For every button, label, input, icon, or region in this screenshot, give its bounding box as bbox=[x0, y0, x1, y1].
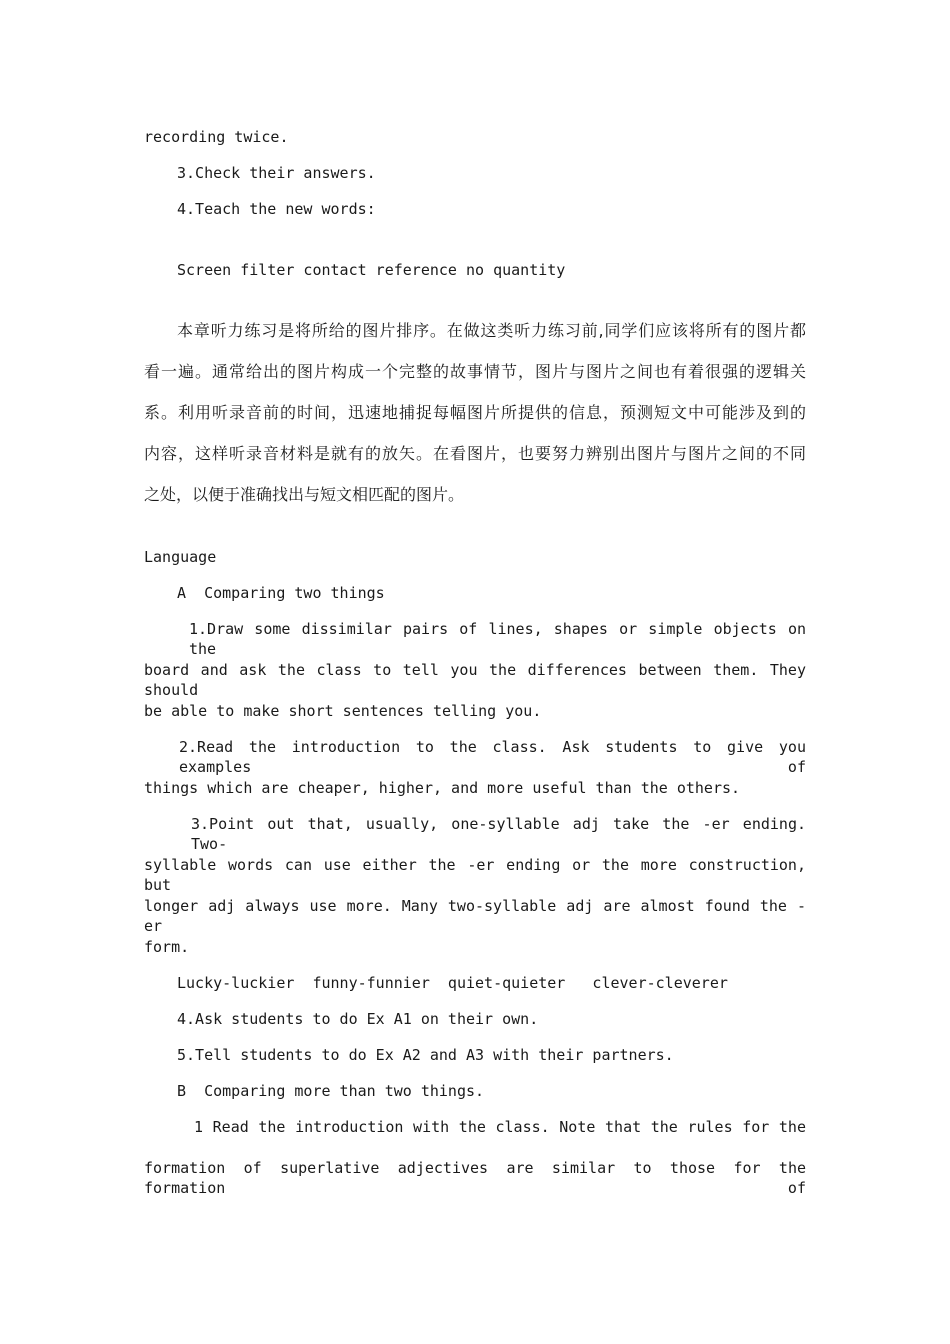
chinese-paragraph-line: 之处，以便于准确找出与短文相匹配的图片。 bbox=[144, 485, 465, 504]
text-line: 3.Point out that, usually, one-syllable adj take the -er ending. Two- bbox=[191, 815, 806, 853]
text-line: formation of superlative adjectives are similar to those for the formation of bbox=[144, 1159, 806, 1197]
text-line: 1.Draw some dissimilar pairs of lines, shapes or simple objects on the bbox=[189, 620, 806, 658]
text-line: recording twice. bbox=[144, 128, 289, 146]
chinese-paragraph-line: 看一遍。通常给出的图片构成一个完整的故事情节，图片与图片之间也有着很强的逻辑关 bbox=[144, 362, 806, 381]
subsection-heading: A Comparing two things bbox=[177, 584, 385, 602]
text-line: board and ask the class to tell you the differences between them. They should bbox=[144, 661, 806, 699]
text-line: be able to make short sentences telling you. bbox=[144, 702, 542, 720]
section-heading: Language bbox=[144, 548, 217, 566]
text-line: longer adj always use more. Many two-syllable adj are almost found the -er bbox=[144, 897, 806, 935]
example-words-line: Lucky-luckier funny-funnier quiet-quieter clever-cleverer bbox=[177, 974, 728, 992]
text-line: 5.Tell students to do Ex A2 and A3 with their partners. bbox=[177, 1046, 674, 1064]
chinese-paragraph-line: 内容，这样听录音材料是就有的放矢。在看图片，也要努力辨别出图片与图片之间的不同 bbox=[144, 444, 806, 463]
text-line: form. bbox=[144, 938, 190, 956]
text-line: 3.Check their answers. bbox=[177, 164, 376, 182]
text-line: 2.Read the introduction to the class. Ask students to give you examples of bbox=[179, 738, 806, 776]
text-line: 4.Teach the new words: bbox=[177, 200, 376, 218]
text-line: 4.Ask students to do Ex A1 on their own. bbox=[177, 1010, 539, 1028]
text-line: syllable words can use either the -er ending or the more construction, but bbox=[144, 856, 806, 894]
chinese-paragraph-line: 本章听力练习是将所给的图片排序。在做这类听力练习前,同学们应该将所有的图片都 bbox=[177, 321, 806, 340]
vocabulary-line: Screen filter contact reference no quantity bbox=[177, 261, 566, 279]
text-line: things which are cheaper, higher, and more useful than the others. bbox=[144, 779, 741, 797]
subsection-heading: B Comparing more than two things. bbox=[177, 1082, 485, 1100]
chinese-paragraph-line: 系。利用听录音前的时间，迅速地捕捉每幅图片所提供的信息，预测短文中可能涉及到的 bbox=[144, 403, 806, 422]
text-line: 1 Read the introduction with the class. Note that the rules for the bbox=[194, 1118, 806, 1136]
